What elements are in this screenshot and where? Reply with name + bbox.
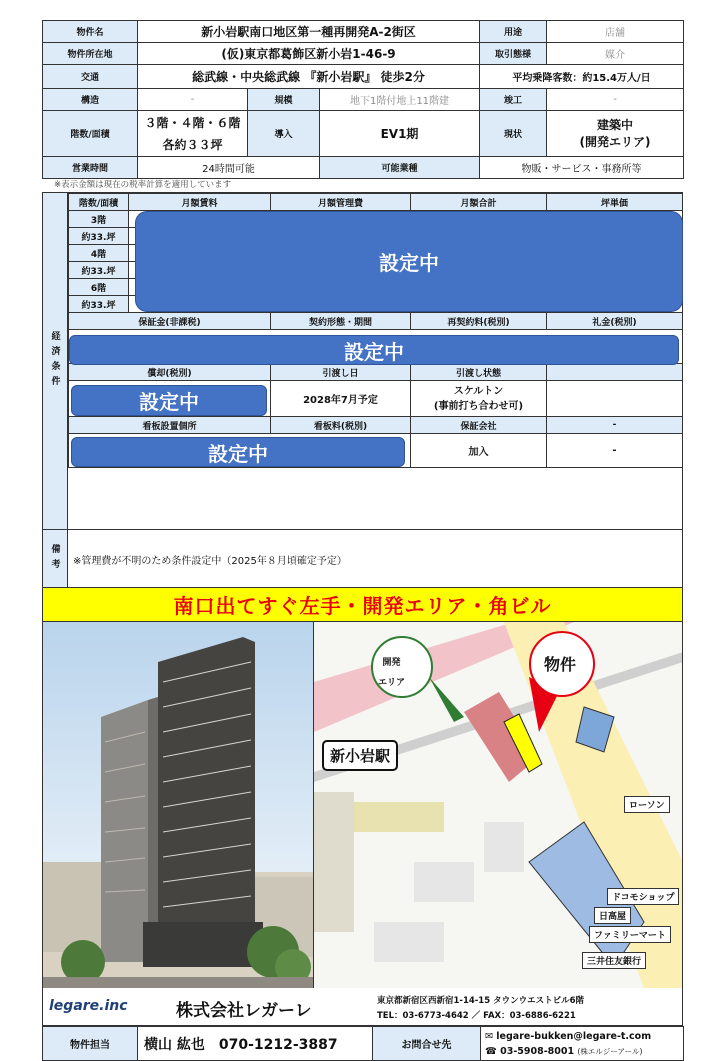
col-mgmt: 月額管理費 [271, 194, 411, 211]
scale-label: 規模 [248, 89, 320, 111]
contact-table [42, 1026, 684, 1061]
handover-value: 2028年7月予定 [271, 381, 411, 417]
completion-value: - [547, 89, 684, 111]
floor-4: 4階 [69, 245, 129, 262]
economic-conditions [42, 192, 683, 530]
staff-label: 物件担当 [43, 1027, 138, 1061]
guarantee-label: 保証会社 [411, 417, 547, 434]
use-label: 用途 [480, 21, 547, 43]
remarks [42, 530, 683, 588]
sign-setting-pill: 設定中 [71, 437, 405, 467]
guarantee-value: 加入 [411, 434, 547, 468]
transport-value: 総武線・中央総武線 『新小岩駅』 徒歩2分 [138, 65, 480, 89]
contact-email[interactable]: legare-bukken@legare-t.com [496, 1030, 652, 1042]
status-line2: (開発エリア) [579, 134, 651, 149]
col-floor: 階数/面積 [69, 194, 129, 211]
business-label: 可能業種 [320, 157, 480, 179]
handover-label: 引渡し日 [271, 364, 411, 381]
property-name: 新小岩駅南口地区第一種再開発A-2街区 [138, 21, 480, 43]
floor-area-label: 階数/面積 [43, 111, 138, 157]
deal-label: 取引態様 [480, 43, 547, 65]
address-value: (仮)東京都葛飾区新小岩1-46-9 [138, 43, 480, 65]
property-sheet [42, 20, 683, 1061]
contact-details [481, 1027, 684, 1061]
store-hidakaya: 日高屋 [594, 907, 631, 924]
status-line1: 建築中 [597, 117, 634, 132]
deal-value: 媒介 [547, 43, 684, 65]
structure-value: - [138, 89, 248, 111]
status-value [547, 111, 684, 157]
area-map [313, 622, 682, 988]
floor-3: 3階 [69, 211, 129, 228]
floor-6: 6階 [69, 279, 129, 296]
deposit-label: 保証金(非課税) [69, 313, 271, 330]
hours-label: 営業時間 [43, 157, 138, 179]
store-lawson: ローソン [624, 796, 670, 813]
property-info-table [42, 20, 684, 179]
sign-location-label: 看板設置個所 [69, 417, 271, 434]
amortization-label: 償却(税別) [69, 364, 271, 381]
address-label: 物件所在地 [43, 43, 138, 65]
guarantee-dash: - [547, 417, 683, 434]
floor-area-line2: 各約３３坪 [162, 137, 223, 152]
dev-area-label: 開発 エリア [378, 658, 406, 688]
guarantee-value2: - [547, 434, 683, 468]
floor-area-value [138, 111, 248, 157]
transport-label: 交通 [43, 65, 138, 89]
company-address: 東京都新宿区西新宿1-14-15 タウンウエストビル6階 [377, 996, 585, 1006]
building-photo [43, 622, 313, 988]
images-area [42, 622, 683, 988]
hours-value: 24時間可能 [138, 157, 320, 179]
phone-note: (株エルジーアール) [577, 1046, 643, 1056]
area-4: 約33.坪 [69, 262, 129, 279]
contact-label: お問合せ先 [373, 1027, 481, 1061]
property-map-label: 物件 [544, 655, 577, 674]
property-name-label: 物件名 [43, 21, 138, 43]
handover-state-line1: スケルトン [453, 385, 504, 397]
deposit-setting-pill: 設定中 [69, 335, 679, 365]
company-tel-fax: TEL：03-6773-4642 ／ FAX：03-6886-6221 [377, 1011, 576, 1021]
intro-label: 導入 [248, 111, 320, 157]
col-total: 月額合計 [411, 194, 547, 211]
structure-label: 構造 [43, 89, 138, 111]
mail-icon: ✉ [485, 1030, 497, 1042]
company-logo: legare.inc [49, 998, 128, 1014]
col-rent: 月額賃料 [129, 194, 271, 211]
key-money-label: 礼金(税別) [547, 313, 683, 330]
intro-value: EV1期 [320, 111, 480, 157]
remarks-text: ※管理費が不明のため条件設定中（2025年８月頃確定予定） [73, 556, 347, 567]
contact-phone[interactable]: 03-5908-8001 [500, 1045, 575, 1057]
contract-label: 契約形態・期間 [271, 313, 411, 330]
col-unit: 坪単価 [547, 194, 683, 211]
economics-side-label: 経済条件 [43, 193, 68, 529]
headline-banner: 南口出てすぐ左手・開発エリア・角ビル [42, 588, 683, 622]
handover-state-line2: (事前打ち合わせ可) [433, 400, 524, 412]
sign-fee-label: 看板料(税別) [271, 417, 411, 434]
handover-state-label: 引渡し状態 [411, 364, 547, 381]
completion-label: 竣工 [480, 89, 547, 111]
company-footer [42, 988, 683, 1026]
company-name: 株式会社レガーレ [176, 1001, 312, 1021]
remarks-side-label: 備考 [43, 530, 68, 587]
tax-note: ※表示金額は現在の税率計算を適用しています [54, 180, 232, 190]
store-docomo: ドコモショップ [607, 888, 679, 905]
phone-icon: ☎ [485, 1045, 501, 1057]
scale-value: 地下1階付地上11階建 [320, 89, 480, 111]
use-value: 店舗 [547, 21, 684, 43]
staff-value: 横山 紘也 070-1212-3887 [138, 1027, 373, 1061]
renewal-label: 再契約料(税別) [411, 313, 547, 330]
rent-setting-pill: 設定中 [135, 211, 683, 312]
store-familymart: ファミリーマート [589, 926, 671, 943]
passengers-value: 平均乗降客数：約15.4万人/日 [480, 65, 684, 89]
store-smbc: 三井住友銀行 [582, 952, 646, 969]
amortization-setting-pill: 設定中 [71, 385, 267, 416]
status-label: 現状 [480, 111, 547, 157]
business-value: 物販・サービス・事務所等 [480, 157, 684, 179]
floor-area-line1: ３階・４階・６階 [144, 115, 241, 130]
area-3: 約33.坪 [69, 228, 129, 245]
area-6: 約33.坪 [69, 296, 129, 313]
handover-state-value [411, 381, 547, 417]
station-label: 新小岩駅 [322, 740, 398, 771]
